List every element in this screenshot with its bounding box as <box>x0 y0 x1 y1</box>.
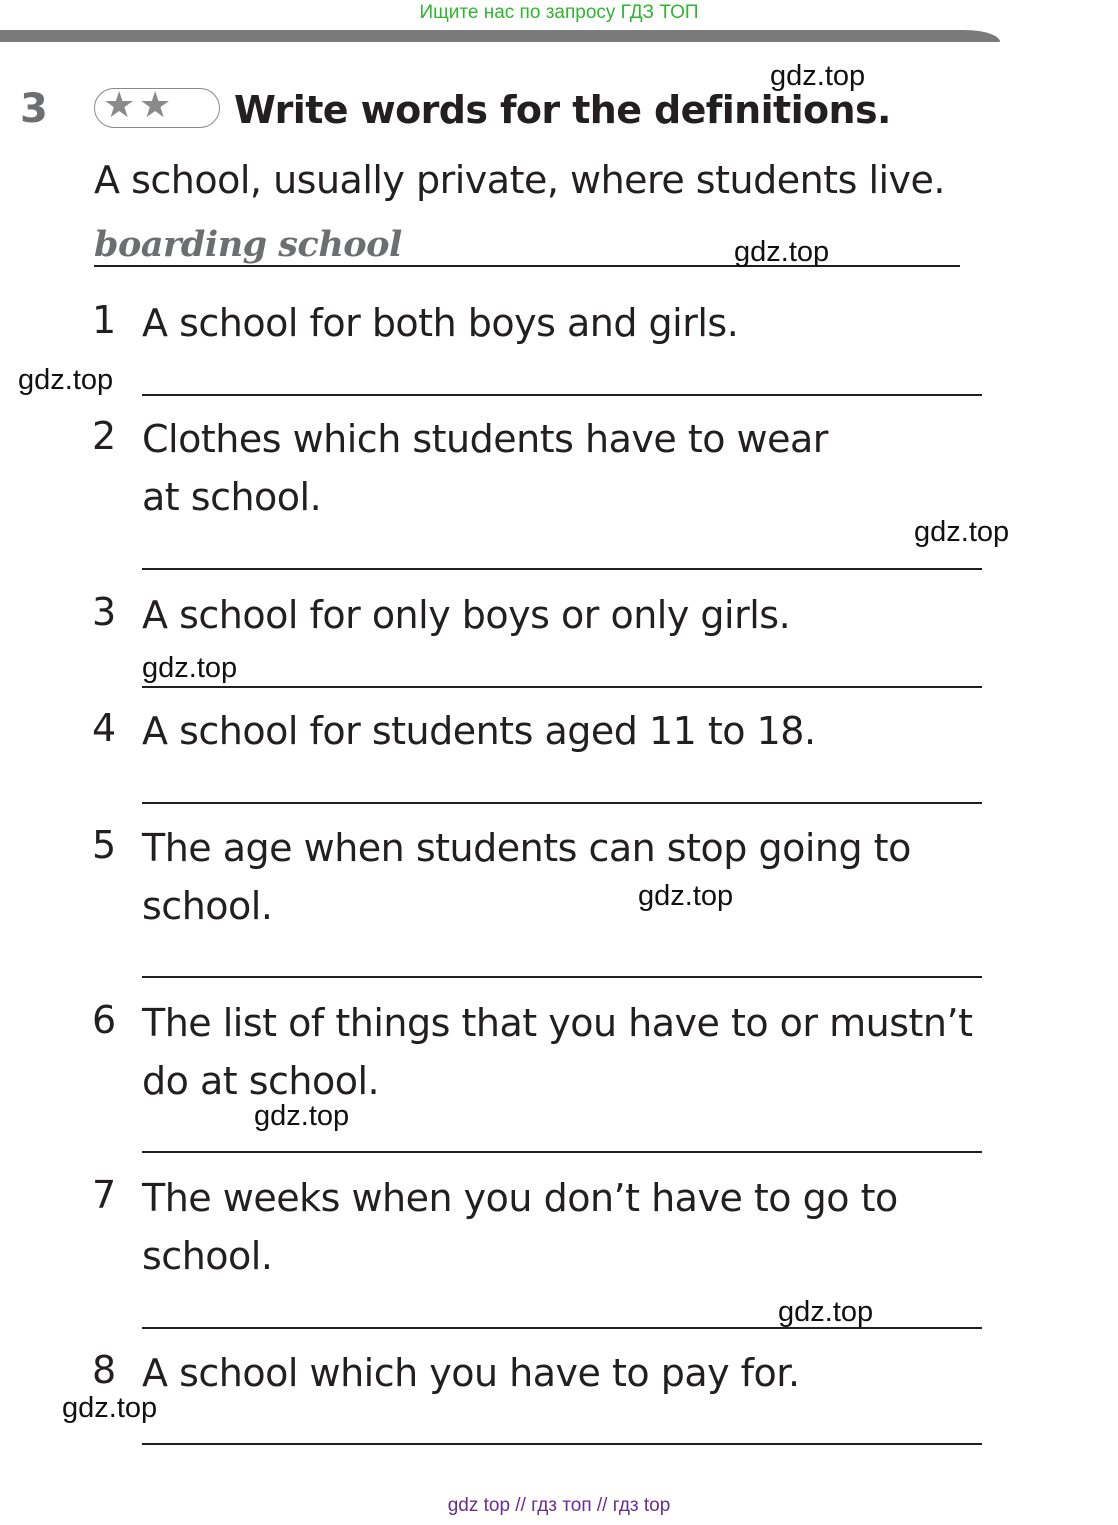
item-number: 4 <box>92 706 117 750</box>
item-definition: The age when students can stop going to school. <box>142 826 911 928</box>
watermark: gdz.top <box>18 364 114 396</box>
answer-line-5[interactable] <box>142 976 982 978</box>
star-icon: ★ <box>139 85 172 126</box>
item-definition: Clothes which students have to wear at school. <box>142 417 828 519</box>
item-number: 7 <box>92 1173 117 1217</box>
item-number: 1 <box>92 298 117 342</box>
item-number: 6 <box>92 998 117 1042</box>
watermark: gdz.top <box>62 1392 158 1424</box>
header-bar <box>0 30 1000 42</box>
example-answer-line <box>94 265 960 267</box>
watermark: gdz.top <box>734 236 830 268</box>
watermark: gdz.top <box>778 1296 874 1328</box>
answer-line-2[interactable] <box>142 568 982 570</box>
item-definition: A school for students aged 11 to 18. <box>142 709 816 753</box>
item-definition: The weeks when you don’t have to go to school. <box>142 1176 898 1278</box>
star-icon: ★ <box>103 85 136 126</box>
example-definition: A school, usually private, where students live. <box>94 158 946 202</box>
item-definition: The list of things that you have to or mustn’t do at school. <box>142 1001 973 1103</box>
exercise-number: 3 <box>20 86 48 132</box>
watermark: gdz.top <box>914 516 1010 548</box>
item-definition: A school for both boys and girls. <box>142 301 739 345</box>
difficulty-badge <box>94 85 220 128</box>
item-number: 5 <box>92 823 117 867</box>
answer-line-3[interactable] <box>142 686 982 688</box>
watermark: gdz.top <box>142 652 238 684</box>
item-definition: A school for only boys or only girls. <box>142 593 791 637</box>
top-banner: Ищите нас по запросу ГДЗ ТОП <box>419 2 699 23</box>
answer-line-4[interactable] <box>142 802 982 804</box>
watermark: gdz.top <box>638 880 734 912</box>
item-definition: A school which you have to pay for. <box>142 1351 800 1395</box>
answer-line-1[interactable] <box>142 394 982 396</box>
exercise-title: Write words for the definitions. <box>234 88 891 132</box>
item-number: 2 <box>92 414 117 458</box>
example-answer: boarding school <box>94 224 402 265</box>
watermark: gdz.top <box>254 1100 350 1132</box>
answer-line-8[interactable] <box>142 1443 982 1445</box>
watermark: gdz.top <box>770 60 866 92</box>
footer-links: gdz top // гдз топ // гдз top <box>447 1495 671 1516</box>
item-number: 8 <box>92 1348 117 1392</box>
answer-line-6[interactable] <box>142 1151 982 1153</box>
item-number: 3 <box>92 590 117 634</box>
